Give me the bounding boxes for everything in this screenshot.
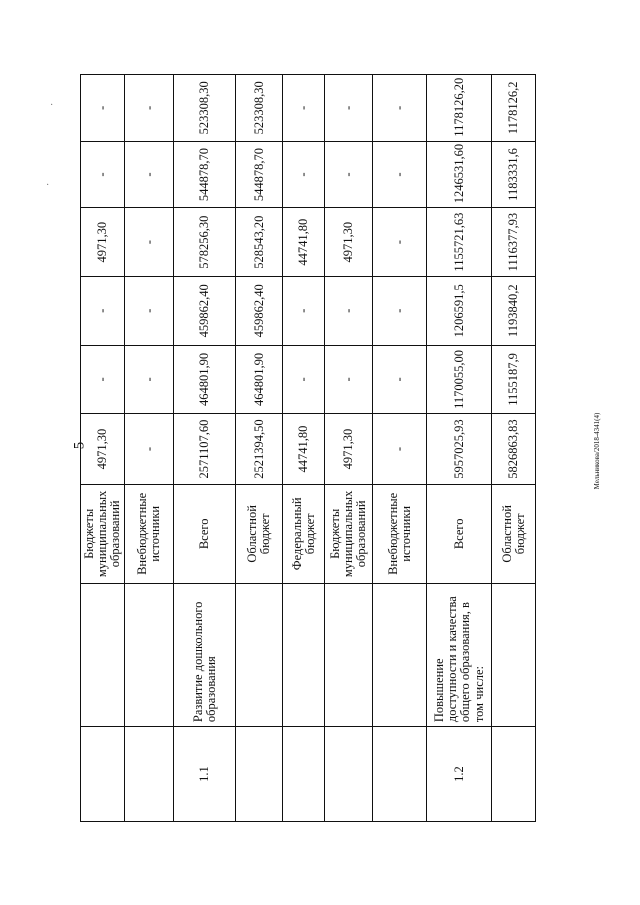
value-cell: - bbox=[125, 345, 174, 414]
value-cell: 464801,90 bbox=[236, 345, 283, 414]
value-cell: - bbox=[81, 141, 125, 208]
budget-table bbox=[80, 74, 536, 822]
row-name-cell bbox=[325, 583, 373, 726]
funding-source-cell: Внебюджетные источники bbox=[125, 484, 174, 583]
value-cell: 544878,70 bbox=[236, 141, 283, 208]
value-cell: 4971,30 bbox=[81, 208, 125, 277]
value-cell: - bbox=[283, 141, 325, 208]
value-cell: - bbox=[125, 208, 174, 277]
value-cell: - bbox=[283, 276, 325, 345]
funding-source-cell: Областной бюджет bbox=[236, 484, 283, 583]
funding-source-cell: Всего bbox=[174, 484, 236, 583]
value-cell: - bbox=[373, 75, 427, 142]
value-cell: 1193840,2 bbox=[492, 276, 536, 345]
row-index-cell: 1.1 bbox=[174, 727, 236, 822]
funding-source-cell: Областной бюджет bbox=[492, 484, 536, 583]
page-number: 5 bbox=[71, 441, 88, 450]
value-cell: 1178126,20 bbox=[427, 75, 492, 142]
row-index-cell bbox=[236, 727, 283, 822]
row-index-cell: 1.2 bbox=[427, 727, 492, 822]
value-cell: - bbox=[125, 414, 174, 485]
row-name-cell bbox=[373, 583, 427, 726]
value-cell: 2571107,60 bbox=[174, 414, 236, 485]
value-cell: 528543,20 bbox=[236, 208, 283, 277]
row-name-cell bbox=[81, 583, 125, 726]
value-cell: - bbox=[81, 276, 125, 345]
value-cell: - bbox=[81, 75, 125, 142]
table-row bbox=[81, 75, 125, 822]
value-cell: 578256,30 bbox=[174, 208, 236, 277]
value-cell: - bbox=[373, 141, 427, 208]
table-row bbox=[492, 75, 536, 822]
row-index-cell bbox=[492, 727, 536, 822]
value-cell: 1178126,2 bbox=[492, 75, 536, 142]
value-cell: 4971,30 bbox=[325, 414, 373, 485]
row-name-cell bbox=[492, 583, 536, 726]
value-cell: 1155187,9 bbox=[492, 345, 536, 414]
row-name-cell bbox=[125, 583, 174, 726]
row-name-cell: Развитие дошкольного образования bbox=[174, 583, 236, 726]
scan-speck: · bbox=[46, 180, 50, 191]
table-row bbox=[373, 75, 427, 822]
value-cell: 464801,90 bbox=[174, 345, 236, 414]
table-row bbox=[125, 75, 174, 822]
value-cell: 1183331,6 bbox=[492, 141, 536, 208]
value-cell: - bbox=[125, 75, 174, 142]
value-cell: - bbox=[325, 276, 373, 345]
value-cell: 5957025,93 bbox=[427, 414, 492, 485]
value-cell: - bbox=[373, 414, 427, 485]
value-cell: - bbox=[125, 276, 174, 345]
value-cell: 4971,30 bbox=[325, 208, 373, 277]
value-cell: 4971,30 bbox=[81, 414, 125, 485]
value-cell: - bbox=[283, 75, 325, 142]
value-cell: - bbox=[325, 345, 373, 414]
row-name-cell: Повышение доступности и качества общего образования, в том числе: bbox=[427, 583, 492, 726]
value-cell: 459862,40 bbox=[236, 276, 283, 345]
value-cell: - bbox=[125, 141, 174, 208]
value-cell: - bbox=[325, 141, 373, 208]
row-index-cell bbox=[373, 727, 427, 822]
value-cell: 1116377,93 bbox=[492, 208, 536, 277]
value-cell: - bbox=[373, 208, 427, 277]
value-cell: - bbox=[373, 345, 427, 414]
row-index-cell bbox=[81, 727, 125, 822]
scan-speck: · bbox=[50, 100, 54, 111]
value-cell: 5826863,83 bbox=[492, 414, 536, 485]
budget-table-container bbox=[80, 74, 534, 822]
table-row bbox=[283, 75, 325, 822]
row-index-cell bbox=[125, 727, 174, 822]
value-cell: 44741,80 bbox=[283, 208, 325, 277]
document-code: Мельникова/2018-4341(4) bbox=[593, 412, 601, 490]
value-cell: 459862,40 bbox=[174, 276, 236, 345]
row-index-cell bbox=[325, 727, 373, 822]
funding-source-cell: Федеральный бюджет bbox=[283, 484, 325, 583]
value-cell: 2521394,50 bbox=[236, 414, 283, 485]
funding-source-cell: Всего bbox=[427, 484, 492, 583]
value-cell: 1206591,5 bbox=[427, 276, 492, 345]
value-cell: 1246531,60 bbox=[427, 141, 492, 208]
row-index-cell bbox=[283, 727, 325, 822]
value-cell: 44741,80 bbox=[283, 414, 325, 485]
value-cell: 523308,30 bbox=[174, 75, 236, 142]
row-name-cell bbox=[236, 583, 283, 726]
value-cell: - bbox=[283, 345, 325, 414]
value-cell: 523308,30 bbox=[236, 75, 283, 142]
funding-source-cell: Бюджеты муниципальных образований bbox=[325, 484, 373, 583]
table-row bbox=[174, 75, 236, 822]
funding-source-cell: Внебюджетные источники bbox=[373, 484, 427, 583]
value-cell: - bbox=[373, 276, 427, 345]
table-row bbox=[325, 75, 373, 822]
value-cell: - bbox=[325, 75, 373, 142]
value-cell: 1170055,00 bbox=[427, 345, 492, 414]
value-cell: - bbox=[81, 345, 125, 414]
table-row bbox=[427, 75, 492, 822]
row-name-cell bbox=[283, 583, 325, 726]
value-cell: 544878,70 bbox=[174, 141, 236, 208]
value-cell: 1155721,63 bbox=[427, 208, 492, 277]
funding-source-cell: Бюджеты муниципальных образований bbox=[81, 484, 125, 583]
table-row bbox=[236, 75, 283, 822]
